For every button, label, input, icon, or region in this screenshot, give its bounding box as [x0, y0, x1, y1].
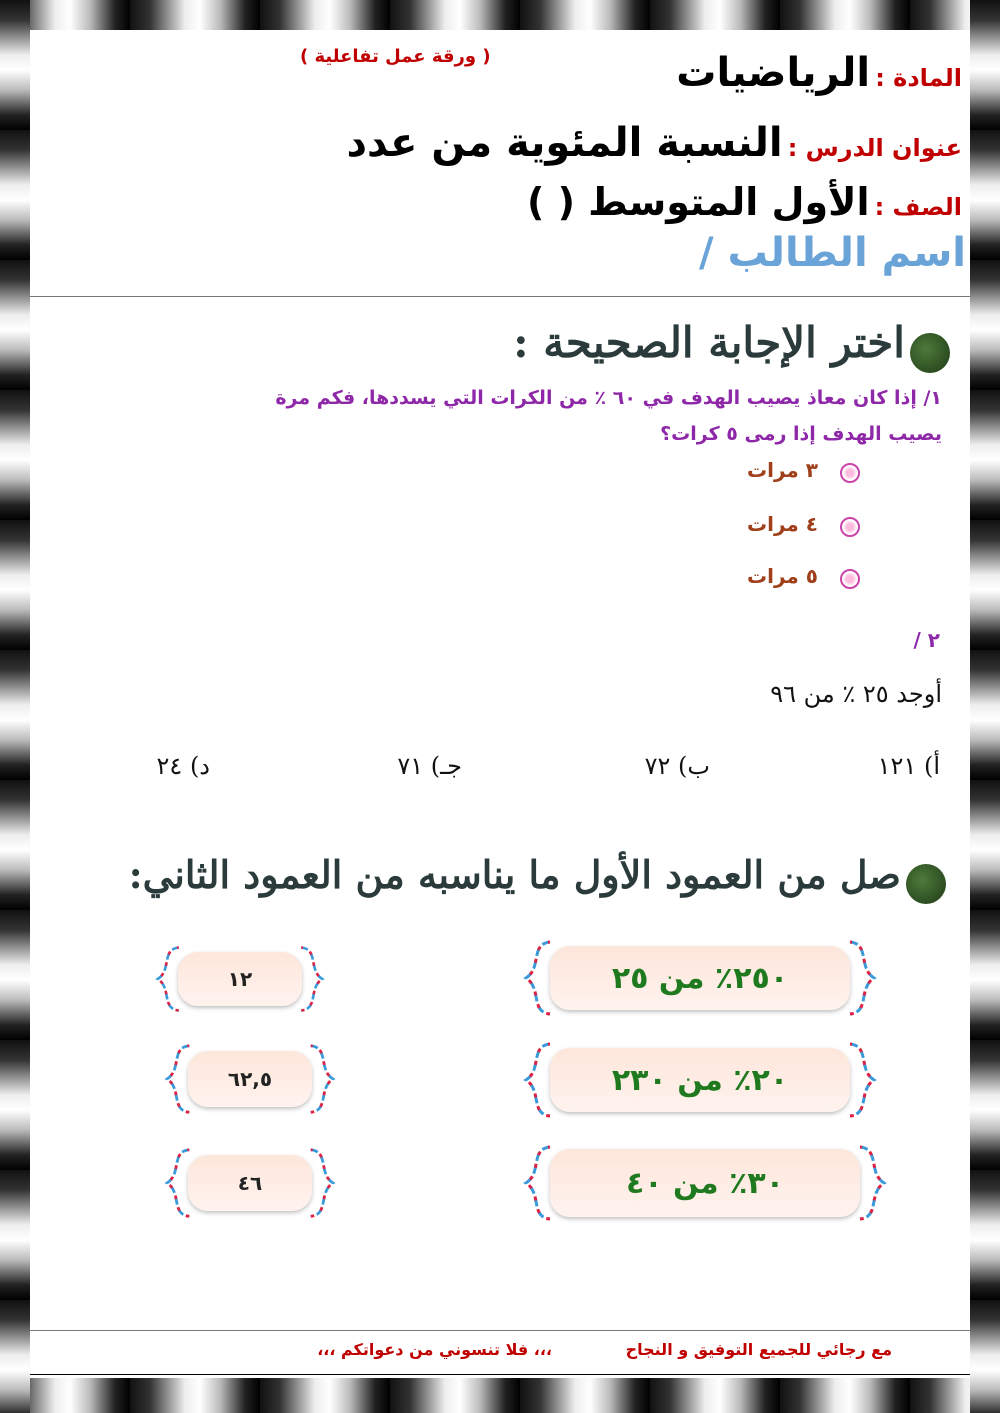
section2-heading-row — [129, 852, 946, 904]
q1-option-label: ٥ مرات — [747, 564, 818, 588]
q1-option-label: ٣ مرات — [747, 458, 818, 482]
atom-bullet-icon — [840, 463, 860, 483]
left-brace-icon — [520, 1140, 560, 1226]
header-divider — [30, 296, 970, 297]
right-brace-icon — [300, 1042, 340, 1116]
section1-heading: اختر الإجابة الصحيحة : — [513, 318, 905, 367]
worksheet-tag: ( ورقة عمل تفاعلية ) — [300, 46, 491, 67]
footer-divider-bottom — [30, 1374, 970, 1375]
decorative-frame-top — [0, 0, 1000, 30]
match-left-text: ٣٠٪ من ٤٠ — [625, 1165, 785, 1201]
q1-option-1[interactable] — [747, 458, 860, 483]
question-2-text: أوجد ٢٥ ٪ من ٩٦ — [770, 680, 942, 708]
grade-label: الصف : — [874, 193, 962, 221]
match-box-left-2[interactable] — [520, 1040, 880, 1120]
lesson-line — [347, 120, 962, 166]
subject-label: المادة : — [875, 64, 962, 92]
q1-option-2[interactable] — [747, 512, 860, 537]
bullet-icon — [910, 333, 950, 373]
match-right-text: ١٢ — [227, 967, 253, 991]
footer-wish: مع رجائي للجميع التوفيق و النجاح — [625, 1340, 892, 1359]
match-box-right-3[interactable] — [160, 1146, 340, 1220]
footer-prayer: ،،، فلا تنسوني من دعواتكم ،،، — [317, 1340, 552, 1359]
q1-option-label: ٤ مرات — [747, 512, 818, 536]
q2-choice-c[interactable]: جـ) ٧١ — [397, 752, 462, 780]
right-brace-icon — [840, 1040, 880, 1120]
decorative-frame-right — [970, 0, 1000, 1413]
right-brace-icon — [840, 938, 880, 1018]
left-brace-icon — [160, 1042, 200, 1116]
section2-heading: صل من العمود الأول ما يناسبه من العمود الثاني: — [128, 852, 901, 897]
left-brace-icon — [160, 1146, 200, 1220]
subject-value: الرياضيات — [676, 50, 871, 96]
decorative-frame-bottom — [0, 1378, 1000, 1413]
match-left-text: ٢٠٪ من ٢٣٠ — [611, 1062, 789, 1098]
left-brace-icon — [520, 938, 560, 1018]
decorative-frame-left — [0, 0, 30, 1413]
section1-heading-row — [513, 318, 950, 373]
grade-value: الأول المتوسط ( ) — [526, 180, 870, 224]
question-1-line1: ١/ إذا كان معاذ يصيب الهدف في ٦٠ ٪ من الكرات التي يسددها، فكم مرة — [275, 387, 942, 409]
bullet-icon — [906, 864, 946, 904]
right-brace-icon — [300, 1146, 340, 1220]
worksheet-page — [30, 30, 970, 1378]
right-brace-icon — [290, 944, 330, 1014]
atom-bullet-icon — [840, 517, 860, 537]
left-brace-icon — [150, 944, 190, 1014]
q2-choice-b[interactable]: ب) ٧٢ — [644, 752, 710, 780]
right-brace-icon — [850, 1140, 890, 1226]
subject-line — [676, 50, 962, 96]
footer-divider-top — [30, 1330, 970, 1331]
left-brace-icon — [520, 1040, 560, 1120]
lesson-label: عنوان الدرس : — [787, 134, 962, 162]
q2-choice-a[interactable]: أ) ١٢١ — [877, 752, 940, 780]
match-box-right-2[interactable] — [160, 1042, 340, 1116]
match-right-text: ٤٦ — [237, 1171, 263, 1195]
match-box-left-3[interactable] — [520, 1140, 890, 1226]
lesson-title: النسبة المئوية من عدد — [346, 120, 783, 166]
question-1-line2: يصيب الهدف إذا رمى ٥ كرات؟ — [660, 423, 942, 445]
q2-choice-d[interactable]: د) ٢٤ — [156, 752, 210, 780]
grade-line — [527, 180, 962, 224]
match-right-text: ٦٢,٥ — [227, 1067, 273, 1091]
student-name-label: اسم الطالب / — [699, 230, 966, 276]
atom-bullet-icon — [840, 569, 860, 589]
match-box-right-1[interactable] — [150, 944, 330, 1014]
q1-option-3[interactable] — [747, 564, 860, 589]
match-box-left-1[interactable] — [520, 938, 880, 1018]
question-2-number: ٢ / — [913, 628, 940, 652]
match-left-text: ٢٥٠٪ من ٢٥ — [611, 960, 789, 996]
